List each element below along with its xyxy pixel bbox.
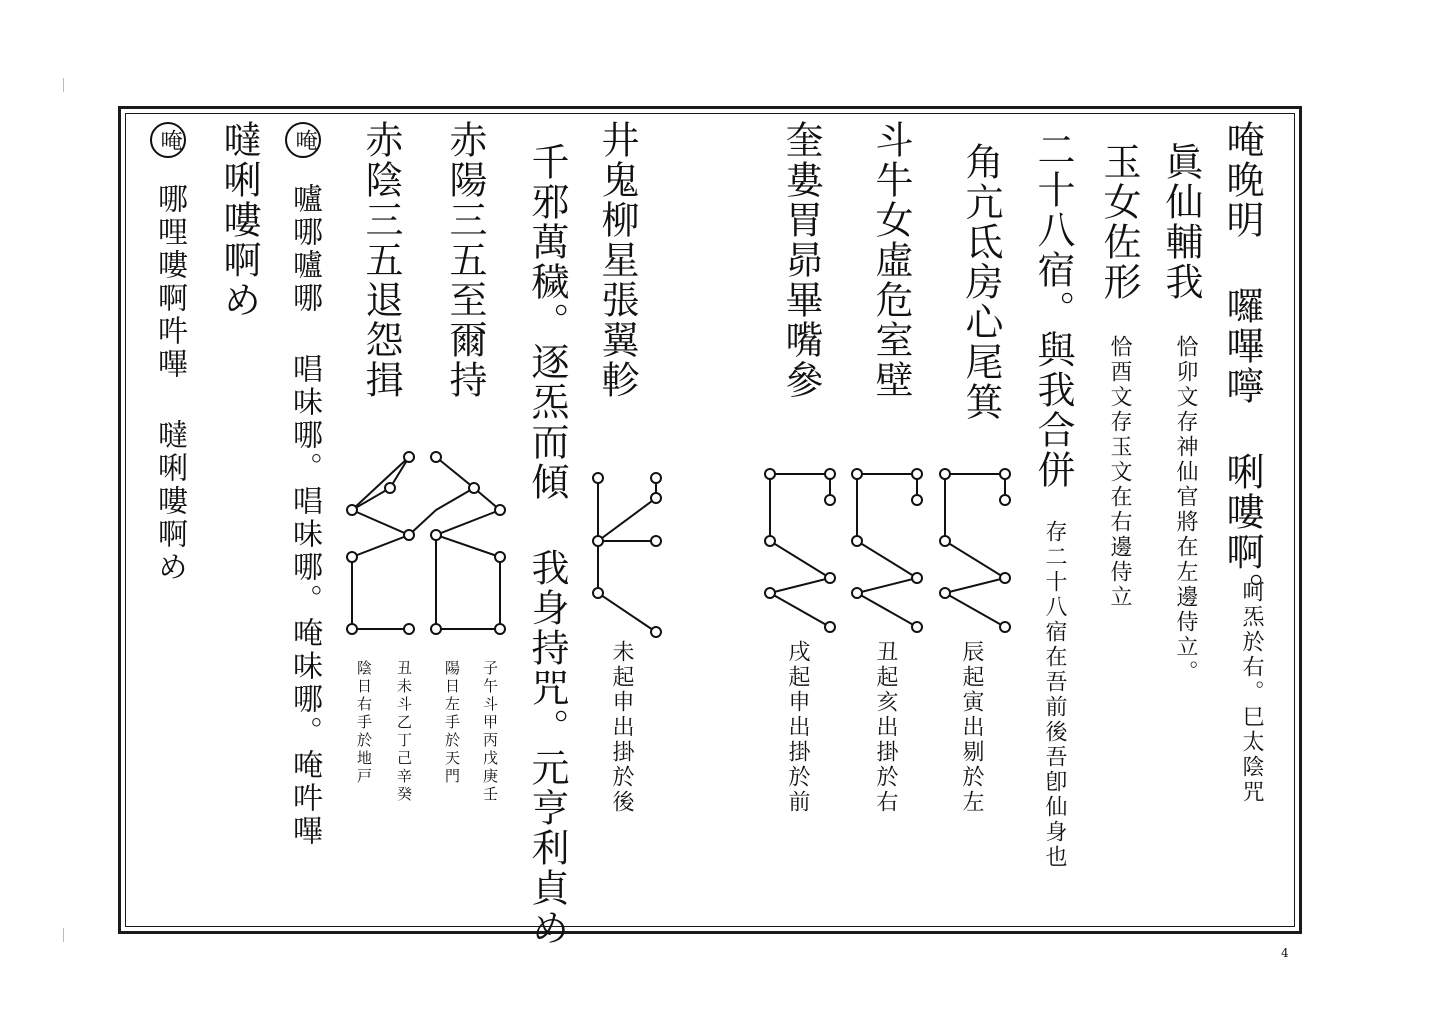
column-2-note: 恰卯文存神仙官將在左邊侍立。	[1173, 335, 1198, 685]
column-6-main: 斗牛女虛危室壁	[869, 120, 913, 400]
om-circle-mark: 唵	[285, 122, 321, 158]
column-2-main: 眞仙輔我	[1159, 142, 1203, 302]
column-4-note: 存二十八宿在吾前後吾卽仙身也	[1042, 520, 1067, 870]
column-13: 噠唎嘍啊め	[217, 120, 261, 320]
column-5-main: 角亢氐房心尾箕	[959, 142, 1003, 422]
column-7-note: 戌起申出掛於前	[785, 640, 810, 815]
mansion-diagram-east	[940, 469, 1010, 632]
column-1-main: 唵晚明 囉嗶嚀 唎嘍啊。	[1220, 120, 1264, 612]
page-number: 4	[1281, 946, 1289, 960]
column-11-note-a: 丑未斗乙丁己辛癸	[395, 660, 413, 804]
column-10-note-a: 子午斗甲丙戊庚壬	[481, 660, 499, 804]
column-11-main: 赤陰三五退怨揖	[359, 120, 403, 400]
column-1-note: 呵炁於右。巳太陰咒	[1239, 580, 1264, 805]
column-8-note: 未起申出掛於後	[609, 640, 634, 815]
column-6-note: 丑起亥出掛於右	[873, 640, 898, 815]
column-8-main: 井鬼柳星張翼軫	[595, 120, 639, 400]
om-circle-mark: 唵	[150, 122, 186, 158]
column-7-main: 奎婁胃昴畢嘴參	[779, 120, 823, 400]
mansion-diagram-north	[852, 469, 922, 632]
column-4-main: 二十八宿。與我合併	[1031, 130, 1075, 490]
column-11-note-b: 陰日右手於地戸	[355, 660, 373, 786]
mansion-diagram-west	[765, 469, 835, 632]
hand-seal-diagram	[347, 452, 505, 634]
column-9-main: 千邪萬穢。逐炁而傾 我身持咒。元亨利貞め	[525, 142, 569, 948]
column-14-text: 哪哩嘍啊吽嗶 噠唎嘍啊め	[152, 183, 187, 584]
column-12-text: 嚧哪嚧哪 唱味哪。唱味哪。唵味哪。唵吽嗶	[287, 183, 322, 848]
column-3-main: 玉女佐形	[1097, 142, 1141, 302]
column-5-note: 辰起寅出剔於左	[959, 640, 984, 815]
column-10-note-b: 陽日左手於天門	[443, 660, 461, 786]
mansion-diagram-south	[593, 473, 661, 637]
column-3-note: 恰酉文存玉文在右邊侍立	[1107, 335, 1132, 610]
column-10-main: 赤陽三五至爾持	[443, 120, 487, 400]
